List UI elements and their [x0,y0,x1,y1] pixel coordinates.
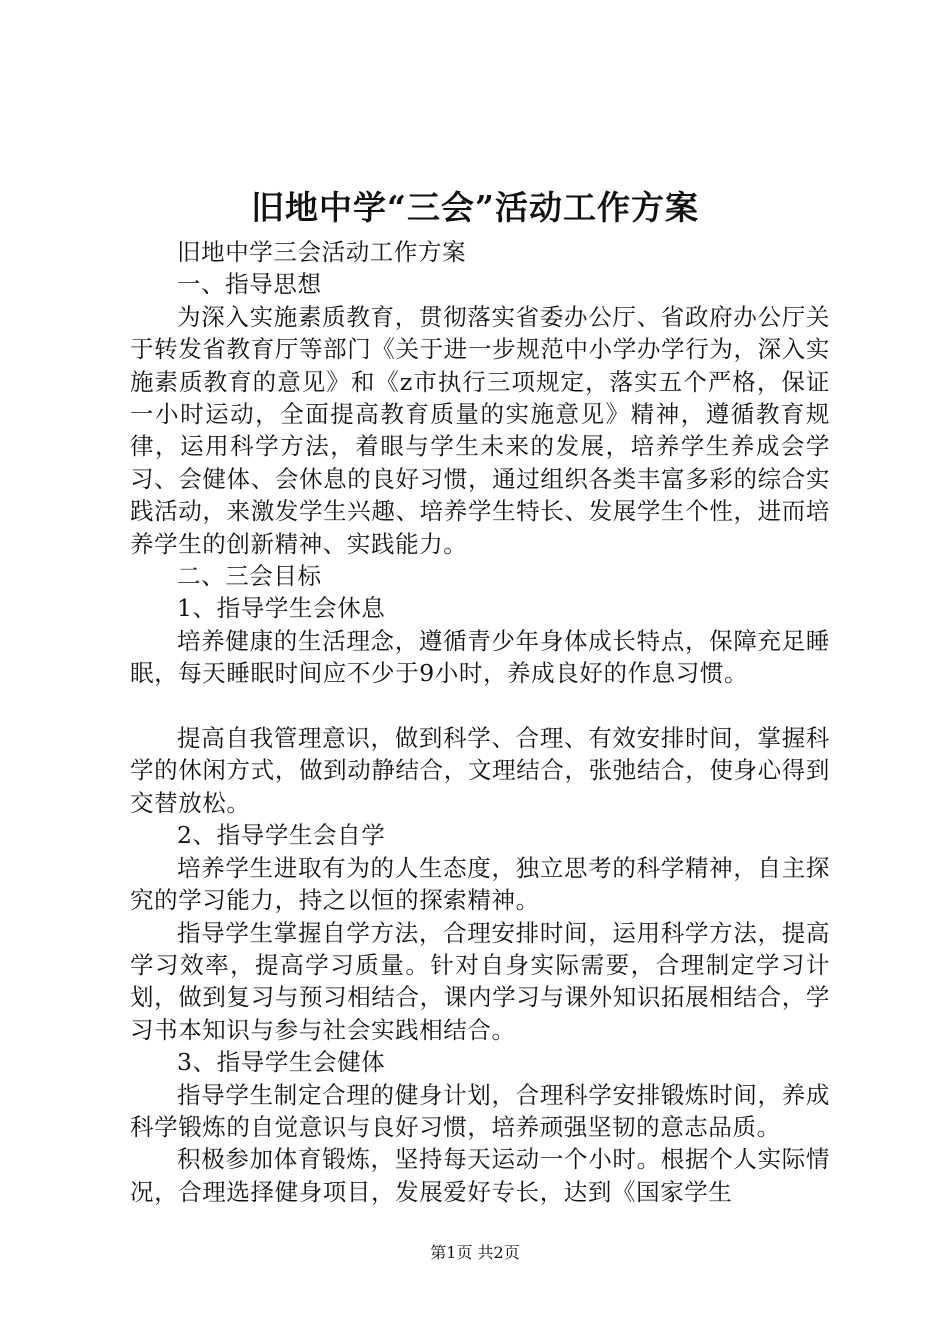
paragraph-self-study-1: 培养学生进取有为的人生态度，独立思考的科学精神，自主探究的学习能力，持之以恒的探索精神。 [130,853,830,915]
section-heading-guiding-ideology: 一、指导思想 [177,270,322,299]
document-body [130,236,830,1208]
document-title: 旧地中学“三会”活动工作方案 [251,188,699,227]
paragraph-rest-1: 培养健康的生活理念，遵循青少年身体成长特点，保障充足睡眠，每天睡眠时间应不少于9小时，养成良好的作息习惯。 [130,626,830,688]
subheading-rest: 1、指导学生会休息 [177,594,386,623]
page-footer: 第1页 共2页 [430,1243,520,1262]
subheading-fitness: 3、指导学生会健体 [177,1048,386,1077]
blank-line [130,690,830,722]
paragraph-self-study-2: 指导学生掌握自学方法，合理安排时间，运用科学方法，提高学习效率，提高学习质量。针对自身实际需要，合理制定学习计划，做到复习与预习相结合，课内学习与课外知识拓展相结合，学习书本知识与参与社会实践相结合。 [130,918,830,1044]
paragraph-fitness-1: 指导学生制定合理的健身计划，合理科学安排锻炼时间，养成科学锻炼的自觉意识与良好习惯，培养顽强坚韧的意志品质。 [130,1080,830,1141]
subheading-self-study: 2、指导学生会自学 [177,821,386,850]
section-heading-three-goals: 二、三会目标 [177,562,322,591]
subtitle-line: 旧地中学三会活动工作方案 [177,238,467,266]
paragraph-guiding-ideology: 为深入实施素质教育，贯彻落实省委办公厅、省政府办公厅关于转发省教育厅等部门《关于进一步规范中小学办学行为，深入实施素质教育的意见》和《z市执行三项规定，落实五个严格，保证一小时运动，全面提高教育质量的实施意见》精神，遵循教育规律，运用科学方法，着眼与学生未来的发展，培养学生养成会学习、会健体、会休息的良好习惯，通过组织各类丰富多彩的综合实践活动，来激发学生兴趣、培养学生特长、发展学生个性，进而培养学生的创新精神、实践能力。 [130,302,830,558]
paragraph-fitness-2: 积极参加体育锻炼，坚持每天运动一个小时。根据个人实际情况，合理选择健身项目，发展爱好专长，达到《国家学生 [130,1145,830,1206]
paragraph-rest-2: 提高自我管理意识，做到科学、合理、有效安排时间，掌握科学的休闲方式，做到动静结合，文理结合，张弛结合，使身心得到交替放松。 [130,724,830,817]
